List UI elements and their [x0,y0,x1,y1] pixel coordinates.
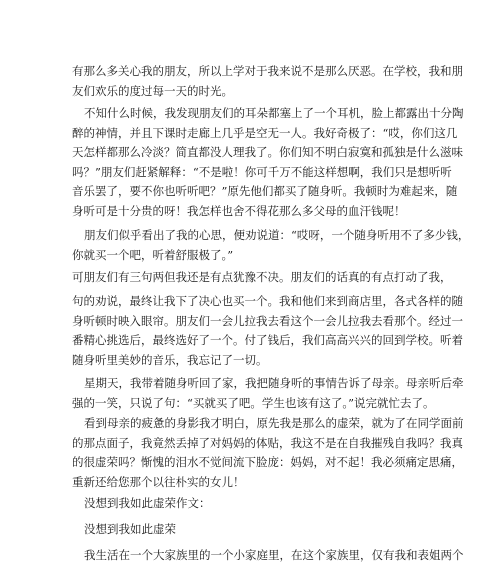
paragraph-10 [72,546,464,566]
text-line: 你就买一个吧，听着舒服极了。” [72,247,234,262]
text-line: 的那点面子，我竟然丢掉了对妈妈的体贴，我这不是在自我摧残自我吗？我真 [72,435,463,450]
text-line: 可朋友们有三句两但我还是有点犹豫不决。朋友们的话真的有点打动了我， [72,270,452,284]
text-line: 随身听里美妙的音乐，我忘记了一切。 [72,352,268,367]
text-line: 句的劝说，最终让我下了决心也买一个。我和他们来到商店里，各式各样的随 [72,294,463,308]
text-line: 音乐罢了，要不你也听听吧？”原先他们都买了随身听。我顿时为难起来，随 [72,184,458,198]
paragraph-3 [72,226,470,265]
text-line: 星期天，我带着随身听回了家，我把随身听的事情告诉了母亲。母亲听后牵 [84,376,464,390]
text-line: 身听顿时映入眼帘。朋友们一会儿拉我去看这个一会儿拉我去看那个。经过一 [72,313,463,328]
text-line: 强的一笑，只说了句：“买就买了吧。学生也该有这了。”说完就忙去了。 [72,395,435,410]
text-line: 没想到我如此虚荣 [84,522,176,536]
paragraph-6 [72,374,464,413]
text-line: 不知什么时候，我发现朋友们的耳朵都塞上了一个耳机，脸上都露出十分陶 [84,106,464,120]
paragraph-2 [72,104,464,221]
text-line: 番精心挑选后，最终选好了一个。付了钱后，我们高高兴兴的回到学校。听着 [72,333,463,347]
text-line: 吗？”朋友们赶紧解释：“不是啦！你可千万不能这样想啊，我们只是想听听 [72,164,452,179]
text-line: 的很虚荣吗？惭愧的泪水不觉间流下脸庞：妈妈，对不起！我必须痛定思痛， [72,455,463,469]
text-line: 我生活在一个大家族里的一个小家庭里，在这个家族里，仅有我和表姐两个 [84,548,464,562]
text-line: 朋友们似乎看出了我的心思，便劝说道：“哎呀，一个随身听用不了多少钱， [84,228,470,242]
text-line: 友们欢乐的度过每一天的时光。 [72,83,233,98]
paragraph-4 [72,268,452,288]
text-line: 醉的神情，并且下课时走廊上几乎是空无一人。我好奇极了：“哎，你们这几 [72,125,458,140]
text-line: 身听可是十分贵的呀！我怎样也舍不得花那么多父母的血汗钱呢！ [72,203,406,218]
paragraph-1 [72,62,463,101]
paragraph-5 [72,292,463,370]
text-line: 没想到我如此虚荣作文： [84,496,211,510]
text-line: 有那么多关心我的朋友，所以上学对于我来说不是那么厌恶。在学校，我和朋 [72,64,463,78]
text-line: 重新还给您那个以往朴实的女儿！ [72,474,245,489]
text-line: 看到母亲的疲惫的身影我才明白，原先我是那么的虚荣，就为了在同学面前 [84,416,464,430]
paragraph-9 [72,520,428,540]
paragraph-7 [72,414,464,492]
text-line: 天怎样都那么冷淡？简直都没人理我了。你们知不明白寂寞和孤独是什么滋味 [72,145,463,159]
paragraph-8 [72,494,428,514]
